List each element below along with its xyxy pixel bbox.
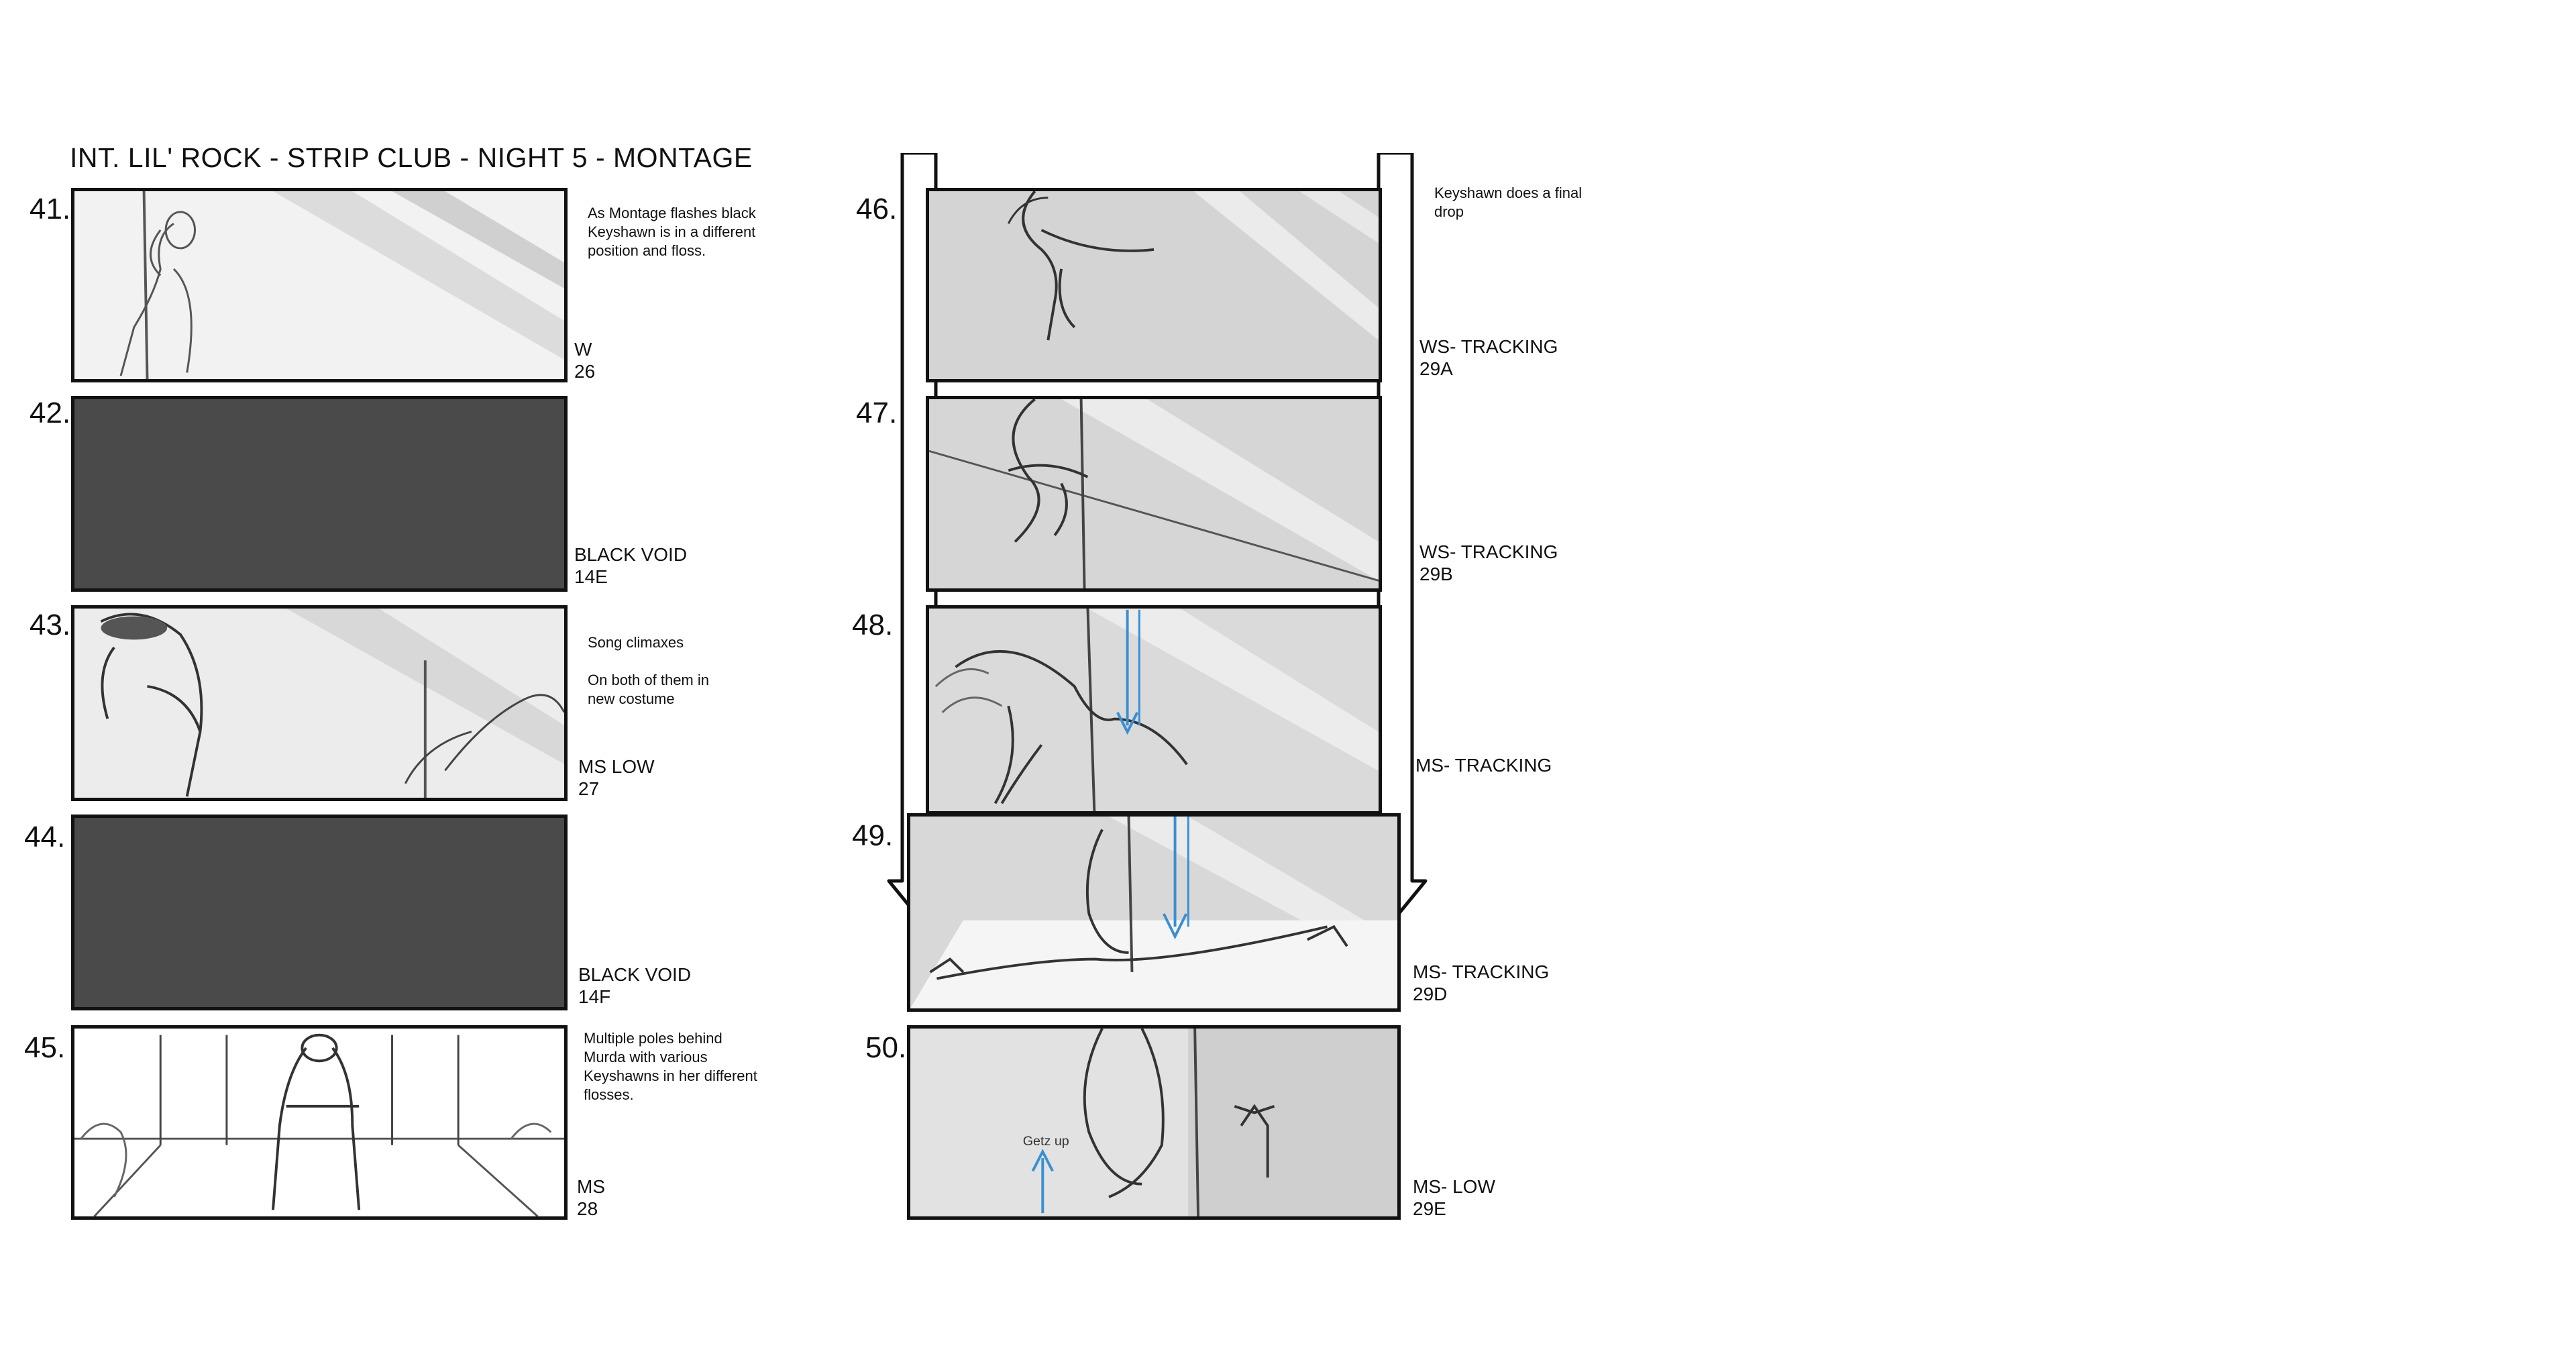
- shot-info-42: [574, 543, 687, 588]
- shot-type: MS- TRACKING: [1413, 961, 1550, 982]
- shot-note-41: As Montage flashes black Keyshawn is in a different position and floss.: [588, 205, 756, 259]
- crowd-sign-text: Getz up: [1022, 1133, 1069, 1149]
- storyboard-frame-45[interactable]: [71, 1025, 568, 1220]
- storyboard-frame-41[interactable]: [71, 188, 568, 382]
- shot-id: 29D: [1413, 984, 1448, 1004]
- sketch-floor-split: [910, 817, 1397, 1008]
- shot-number-42: 42.: [30, 397, 71, 429]
- shot-type: BLACK VOID: [578, 964, 692, 985]
- shot-type: BLACK VOID: [574, 544, 688, 565]
- shot-id: 26: [574, 361, 596, 382]
- storyboard-frame-49[interactable]: [907, 813, 1401, 1012]
- shot-id: 29B: [1419, 564, 1453, 584]
- shot-number-48: 48.: [852, 609, 894, 641]
- sketch-stage-with-poles: [74, 1029, 564, 1216]
- shot-number-46: 46.: [856, 193, 898, 225]
- shot-info-41: [574, 338, 595, 382]
- storyboard-frame-47[interactable]: [926, 396, 1382, 592]
- shot-type: W: [574, 339, 592, 360]
- shot-note-46: Keyshawn does a final drop: [1434, 185, 1582, 220]
- shot-type: WS- TRACKING: [1419, 336, 1558, 357]
- sketch-rapper-and-dancer: [74, 609, 564, 798]
- storyboard-frame-48[interactable]: [926, 605, 1382, 815]
- sketch-pole-spin: [929, 399, 1379, 588]
- shot-info-44: [578, 963, 691, 1008]
- shot-type: WS- TRACKING: [1419, 541, 1558, 562]
- storyboard-frame-43[interactable]: [71, 605, 568, 801]
- storyboard-frame-44[interactable]: [71, 815, 568, 1010]
- shot-type: MS- LOW: [1413, 1176, 1495, 1197]
- shot-number-45: 45.: [24, 1031, 66, 1064]
- shot-type: MS: [577, 1176, 605, 1197]
- sketch-crowd-shot: [910, 1029, 1397, 1216]
- shot-info-49: [1413, 961, 1549, 1005]
- shot-id: 14F: [578, 986, 611, 1007]
- shot-id: 27: [578, 778, 600, 799]
- shot-number-47: 47.: [856, 397, 898, 429]
- sketch-pole-slide: [929, 609, 1379, 811]
- shot-id: 29E: [1413, 1198, 1446, 1219]
- shot-info-50: [1413, 1175, 1495, 1220]
- shot-note-43: Song climaxes On both of them in new costume: [588, 634, 709, 707]
- shot-info-43: [578, 755, 655, 800]
- storyboard-frame-50[interactable]: [907, 1025, 1401, 1220]
- storyboard-frame-46[interactable]: [926, 188, 1382, 382]
- shot-number-50: 50.: [865, 1031, 907, 1064]
- shot-info-46: [1419, 335, 1558, 380]
- sketch-pole-dancer: [74, 191, 564, 379]
- storyboard-frame-42[interactable]: [71, 396, 568, 592]
- shot-note-45: Multiple poles behind Murda with various Keyshawns in her different flosses.: [584, 1030, 757, 1103]
- shot-type: MS LOW: [578, 756, 655, 777]
- shot-id: 28: [577, 1198, 598, 1219]
- sketch-inverted-pole-dancer: [929, 191, 1379, 379]
- shot-info-47: [1419, 541, 1558, 585]
- shot-type: MS- TRACKING: [1415, 755, 1552, 776]
- shot-number-44: 44.: [24, 821, 66, 853]
- shot-number-41: 41.: [30, 193, 71, 225]
- shot-number-49: 49.: [852, 819, 894, 852]
- shot-id: 29A: [1419, 358, 1453, 379]
- shot-info-45: [577, 1175, 605, 1220]
- scene-heading: INT. LIL' ROCK - STRIP CLUB - NIGHT 5 - MONTAGE: [70, 142, 753, 173]
- shot-info-48: [1415, 754, 1552, 776]
- shot-id: 14E: [574, 566, 608, 587]
- shot-number-43: 43.: [30, 609, 71, 641]
